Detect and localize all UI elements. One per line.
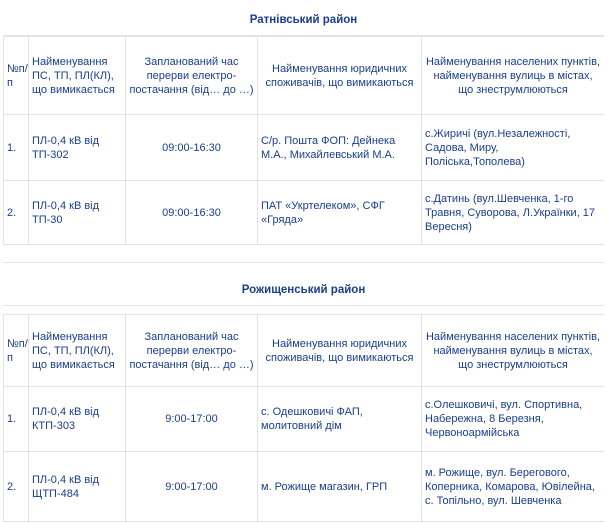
row-num: 2. [4, 452, 29, 522]
district-title: Ратнівський район [3, 5, 604, 36]
section-divider [3, 262, 604, 273]
header-num: №п/п [4, 37, 29, 115]
row-consumers: м. Рожище магазин, ГРП [258, 452, 422, 522]
outage-table [3, 36, 604, 245]
page-edge [604, 0, 610, 523]
row-time: 9:00-17:00 [126, 387, 258, 452]
header-places: Найменування населених пунктів, найменування вулиць в містах, що знеструмлюються [422, 315, 605, 387]
header-consumers: Найменування юридичних споживачів, що вимикаються [258, 37, 422, 115]
row-places: с.Жиричі (вул.Незалежності, Садова, Миру, Поліська,Тополева) [422, 115, 605, 181]
table-header-row [4, 315, 605, 387]
row-places: с.Датинь (вул.Шевченка, 1-го Травня, Суворова, Л.Українки, 17 Вересня) [422, 181, 605, 245]
row-name: ПЛ-0,4 кВ від ТП-302 [29, 115, 126, 181]
row-num: 1. [4, 115, 29, 181]
row-num: 1. [4, 387, 29, 452]
row-time: 9:00-17:00 [126, 452, 258, 522]
outage-schedule [3, 0, 604, 523]
header-num: №п/п [4, 315, 29, 387]
row-places: м. Рожище, вул. Берегового, Коперника, Комарова, Ювілейна, с. Топільно, вул. Шевченка [422, 452, 605, 522]
district-title: Рожищенський район [3, 275, 604, 306]
row-consumers: ПАТ «Укртелеком», СФГ «Гряда» [258, 181, 422, 245]
header-time: Запланований час перерви електро-постачання (від… до …) [126, 37, 258, 115]
row-consumers: С/р. Пошта ФОП: Дейнека М.А., Михайлевський М.А. [258, 115, 422, 181]
row-consumers: с. Одешковичі ФАП, молитовний дім [258, 387, 422, 452]
outage-table [3, 314, 604, 522]
table-row [4, 115, 605, 181]
table-row [4, 387, 605, 452]
row-name: ПЛ-0,4 кВ від КТП-303 [29, 387, 126, 452]
table-row [4, 452, 605, 522]
row-num: 2. [4, 181, 29, 245]
header-name: Найменування ПС, ТП, ПЛ(КЛ), що вимикається [29, 37, 126, 115]
row-places: с.Олешковичі, вул. Спортивна, Набережна, 8 Березня, Червоноармійська [422, 387, 605, 452]
row-name: ПЛ-0,4 кВ від ЩТП-484 [29, 452, 126, 522]
header-places: Найменування населених пунктів, найменування вулиць в містах, що знеструмлюються [422, 37, 605, 115]
row-name: ПЛ-0,4 кВ від ТП-30 [29, 181, 126, 245]
header-name: Найменування ПС, ТП, ПЛ(КЛ), що вимикається [29, 315, 126, 387]
table-row [4, 181, 605, 245]
row-time: 09:00-16:30 [126, 115, 258, 181]
table-header-row [4, 37, 605, 115]
header-consumers: Найменування юридичних споживачів, що вимикаються [258, 315, 422, 387]
row-time: 09:00-16:30 [126, 181, 258, 245]
header-time: Запланований час перерви електро-постачання (від… до …) [126, 315, 258, 387]
